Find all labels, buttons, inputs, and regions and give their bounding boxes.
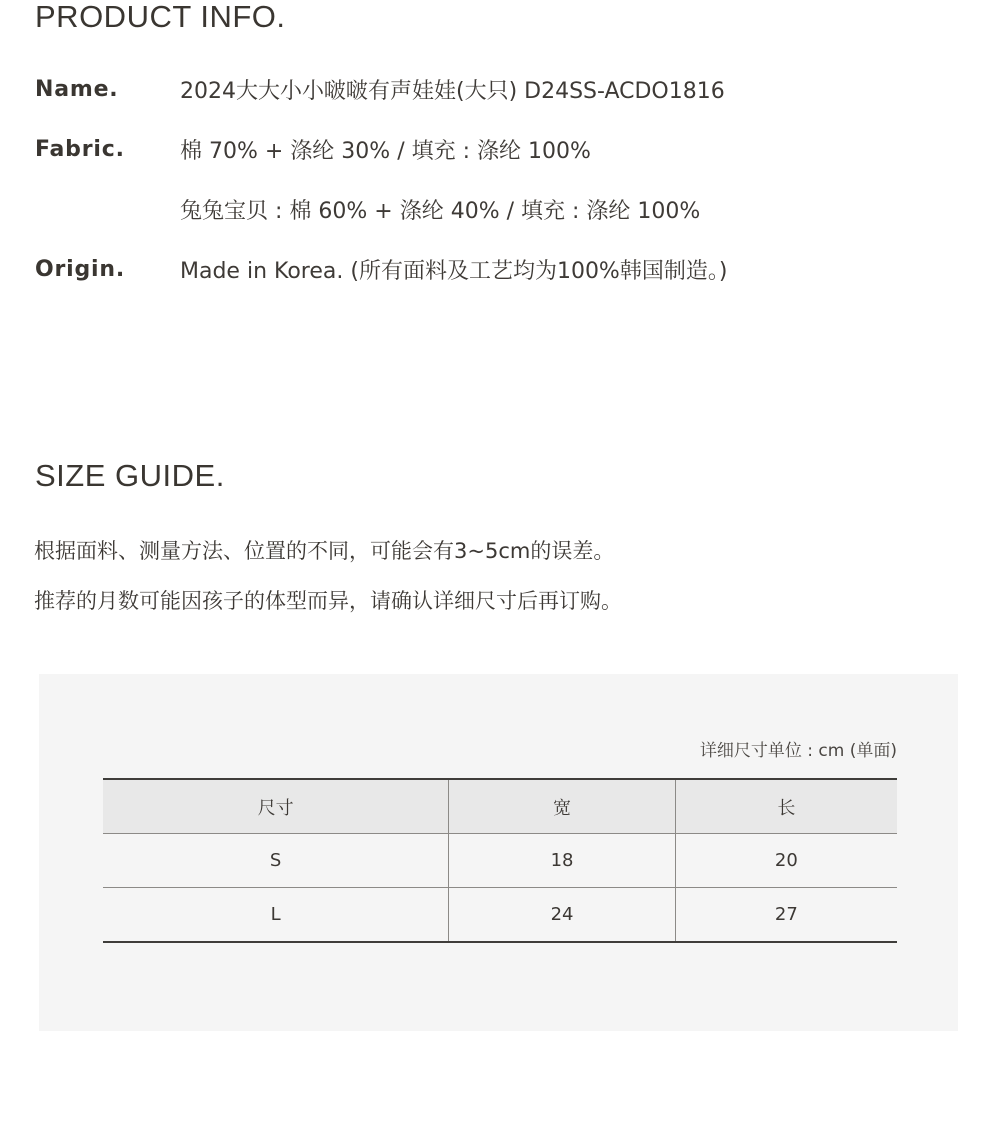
fabric-value: 棉 70% + 涤纶 30% / 填充 : 涤纶 100%	[180, 138, 591, 164]
fabric-value-secondary: 兔兔宝贝 : 棉 60% + 涤纶 40% / 填充 : 涤纶 100%	[180, 198, 701, 224]
size-note: 推荐的月数可能因孩子的体型而异，请确认详细尺寸后再订购。	[34, 589, 622, 613]
size-cell: L	[103, 888, 449, 943]
header-size: 尺寸	[103, 779, 449, 834]
length-cell: 20	[675, 834, 897, 888]
size-chart-panel	[39, 674, 958, 1031]
unit-note: 详细尺寸单位 : cm (单面)	[699, 741, 897, 761]
width-cell: 18	[449, 834, 675, 888]
name-row	[35, 74, 725, 104]
size-note: 根据面料、测量方法、位置的不同，可能会有3~5cm的误差。	[34, 539, 615, 563]
name-value: 2024大大小小啵啵有声娃娃(大只) D24SS-ACDO1816	[180, 78, 725, 104]
fabric-row	[35, 134, 591, 164]
header-width: 宽	[449, 779, 675, 834]
fabric-row-secondary	[180, 194, 700, 224]
name-label: Name.	[35, 76, 119, 102]
table-header-row	[103, 779, 897, 834]
size-guide-title: SIZE GUIDE.	[35, 458, 225, 493]
header-length: 长	[675, 779, 897, 834]
table-row	[103, 834, 897, 888]
table-row	[103, 888, 897, 943]
product-info-title: PRODUCT INFO.	[35, 0, 286, 34]
origin-value: Made in Korea. (所有面料及工艺均为100%韩国制造。)	[180, 258, 728, 284]
origin-label: Origin.	[35, 256, 126, 282]
length-cell: 27	[675, 888, 897, 943]
size-table	[103, 778, 897, 943]
origin-row	[35, 254, 727, 284]
width-cell: 24	[449, 888, 675, 943]
fabric-label: Fabric.	[35, 136, 125, 162]
size-cell: S	[103, 834, 449, 888]
